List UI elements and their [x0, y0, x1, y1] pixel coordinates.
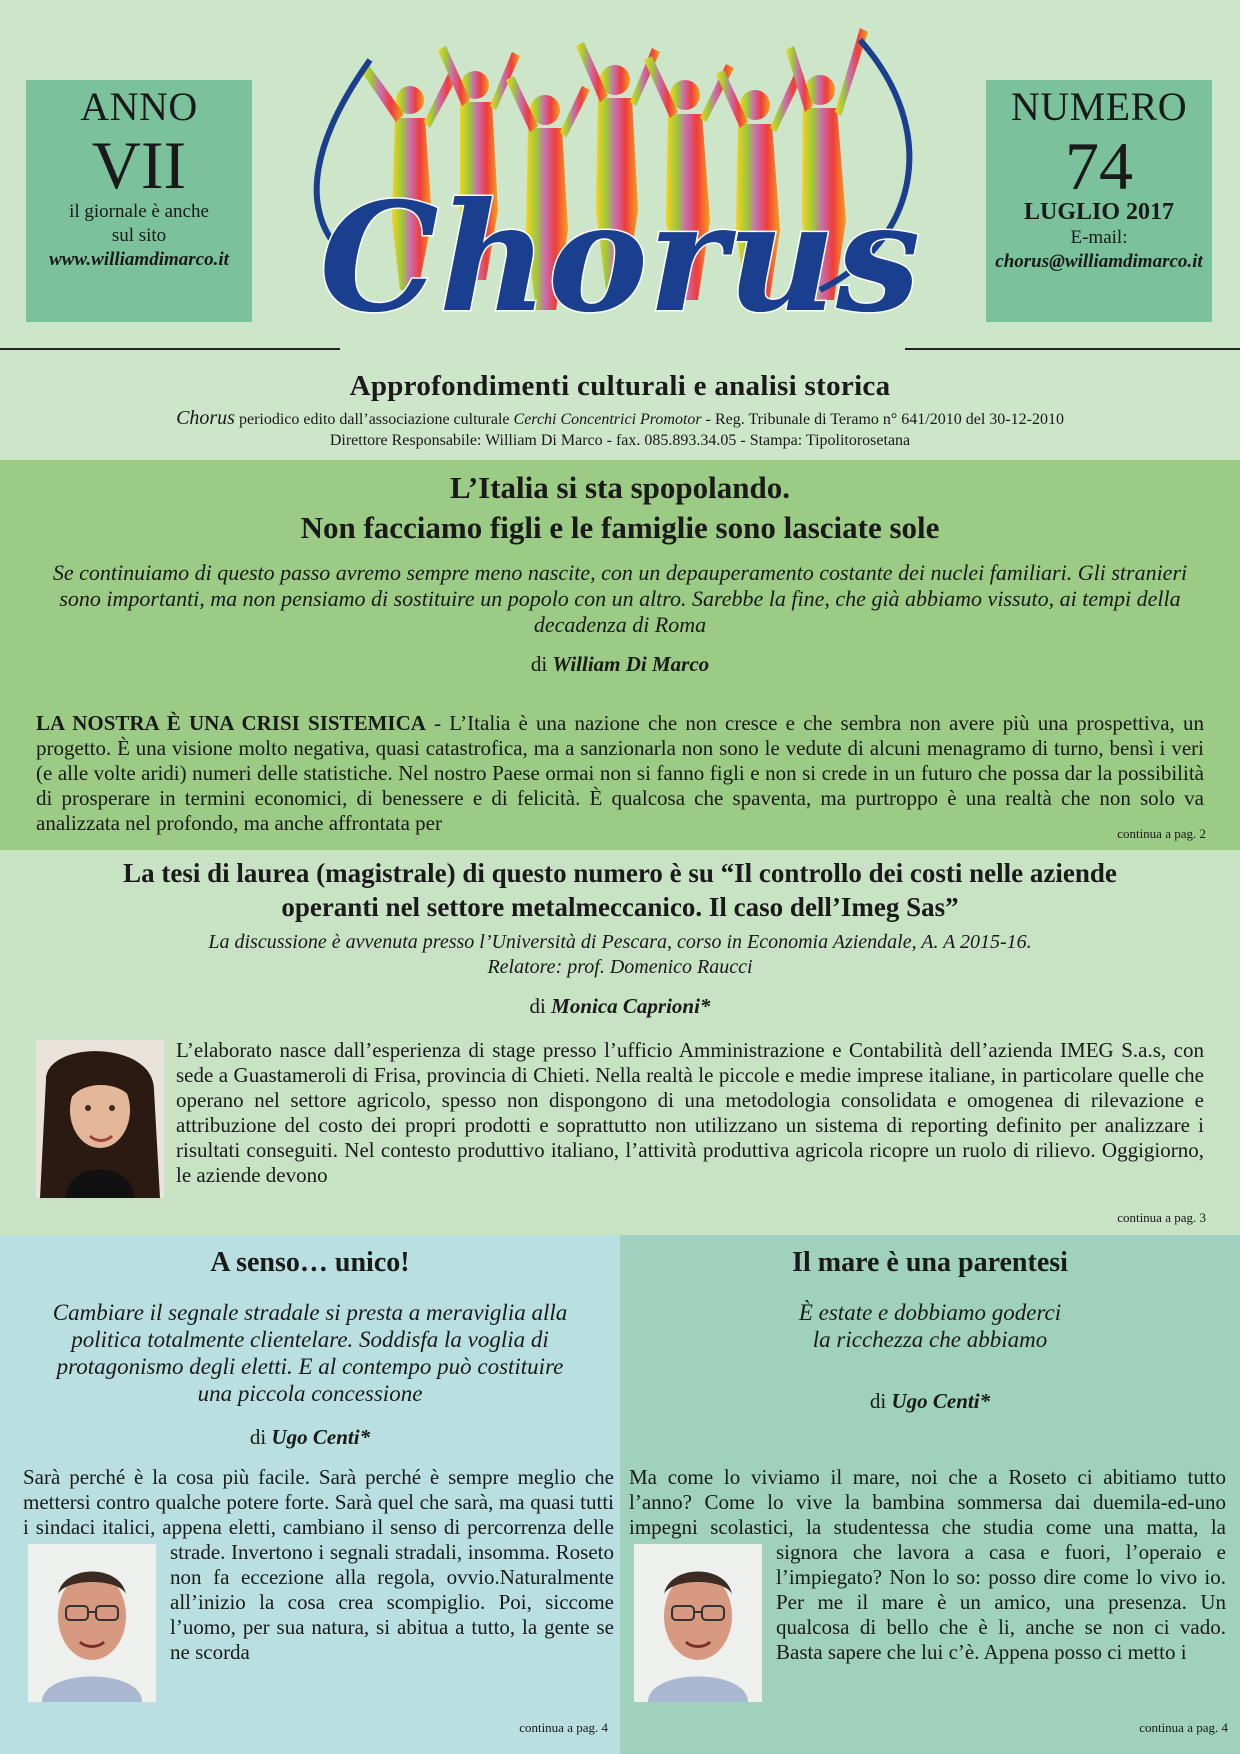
article1-lead: Se continuiamo di questo passo avremo sempre meno nascite, con un depauperamento costante dei nuclei familiari. Gli stranieri sono importanti, ma non pensiamo di sostituire un popolo con un altro. Sarebbe la fine, che già abbiamo vissuto, ai tempi della decadenza di Roma	[52, 560, 1188, 637]
article1-by: di	[530, 652, 548, 676]
article-sea	[620, 1235, 1240, 1754]
year-box	[26, 80, 252, 322]
article4-author: Ugo Centi*	[891, 1389, 991, 1413]
article1-author: William Di Marco	[552, 652, 710, 676]
masthead	[0, 0, 1240, 460]
pub-line1-a: periodico edito dall’associazione culturale	[238, 411, 510, 428]
pub-line1-b: - Reg. Tribunale di Teramo n° 641/2010 del 30-12-2010	[705, 411, 1064, 428]
issue-date: LUGLIO 2017	[1023, 199, 1175, 225]
article2-author: Monica Caprioni*	[551, 994, 711, 1018]
article3-title: A senso… unico!	[210, 1247, 410, 1278]
email-link[interactable]: chorus@williamdimarco.it	[995, 251, 1203, 272]
site-line2: sul sito	[111, 225, 167, 246]
article4-body	[628, 1465, 1226, 1695]
year-label: ANNO	[80, 84, 198, 129]
article1-continue[interactable]: continua a pag. 2	[1117, 826, 1206, 841]
article2-continue[interactable]: continua a pag. 3	[1117, 1210, 1206, 1225]
article4-lead-line1: È estate e dobbiamo goderci	[798, 1300, 1062, 1325]
article1-text: - L’Italia è una nazione che non cresce e che sembra non avere più una prospettiva, un progetto. È una visione molto negativa, quasi catastrofica, ma a sanzionarla non sono le vedute di alcuni menagramo di turno, bensì i veri (e alle volte aridi) numeri delle statistiche. Nel nostro Paese ormai non si fanno figli e non si crede in un futuro che possa dar la possibilità di prosperare in termini economici, di benessere e di felicità. È qualcosa che spaventa, ma purtroppo è una realtà che non solo va analizzata nel profondo, ma anche affrontata per	[36, 711, 1204, 835]
article-one-way	[0, 1235, 620, 1754]
header-rule-left	[0, 348, 340, 350]
article2-lead	[0, 930, 1240, 980]
article2-body: L’elaborato nasce dall’esperienza di stage presso l’ufficio Amministrazione e Contabilità dell’azienda IMEG S.a.s, con sede a Guastameroli di Frisa, provincia di Chieti. Nella realtà le piccole e medie imprese italiane, in particolare quelle che operano nel settore agricolo, spesso non dispongono di una metodologia consolidata e omogenea di rilevazione e attribuzione del costo dei propri prodotti e soprattutto non utilizzano un sistema di reporting definito per analizzare i risultati conseguiti. Nel contesto produttivo italiano, l’attività produttiva agricola ricopre un ruolo di rilievo. Oggigiorno, le aziende devono	[176, 1038, 1204, 1187]
email-label: E-mail:	[1070, 227, 1128, 248]
issue-label: NUMERO	[1010, 84, 1188, 129]
article2-lead-line2: Relatore: prof. Domenico Raucci	[487, 956, 753, 978]
author-photo-man	[28, 1544, 156, 1702]
logo-wordmark: Chorus	[319, 170, 921, 346]
article-lead-story	[0, 460, 1240, 850]
article1-body	[0, 711, 1240, 836]
article3-byline	[0, 1425, 620, 1450]
year-roman: VII	[91, 127, 187, 203]
article3-text: Sarà perché è la cosa più facile. Sarà perché è sempre meglio che mettersi contro qualche potere forte. Sarà quel che sarà, ma quasi tutti i sindaci italici, appena eletti, cambiano il senso di percorrenza delle strade. Invertono i segnali stradali, insomma. Roseto non fa eccezione alla regola, ovvio.Naturalmente all’inizio la cosa crea scompiglio. Poi, siccome l’uomo, per sua natura, si abitua a tutto, la gente se ne scorda	[23, 1465, 614, 1664]
article2-by: di	[529, 994, 546, 1018]
article4-text: Ma come lo viviamo il mare, noi che a Roseto ci abitiamo tutto l’anno? Come lo vive la bambina sommersa dai duemila-ed-uno impegni scolastici, la studentessa che studia come una matta, la signora che lavora a casa e fuori, l’operaio e l’impiegato? Non lo so: posso dire come lo vivo io. Per me il mare è un amico, una presenza. Un qualcosa di bello che è li, anche se non ci vado. Basta sapere che lui c’è. Appena posso ci metto i	[629, 1465, 1226, 1664]
article1-byline	[0, 652, 1240, 677]
site-line1: il giornale è anche	[69, 201, 209, 222]
article3-by: di	[249, 1425, 267, 1449]
chorus-logo	[300, 10, 940, 370]
article3-body	[22, 1465, 614, 1695]
site-link[interactable]: www.williamdimarco.it	[49, 249, 229, 270]
article3-author: Ugo Centi*	[271, 1425, 371, 1449]
issue-number: 74	[1065, 128, 1133, 204]
article1-kicker: LA NOSTRA È UNA CRISI SISTEMICA	[36, 711, 426, 735]
author-photo-woman	[36, 1040, 164, 1198]
article2-lead-line1: La discussione è avvenuta presso l’Università di Pescara, corso in Economia Aziendale, A. A 2015-16.	[208, 931, 1032, 953]
header-rule-right	[905, 348, 1240, 350]
article4-lead	[620, 1299, 1240, 1353]
issue-box	[986, 80, 1212, 322]
article2-title	[0, 856, 1240, 924]
article4-byline	[620, 1389, 1240, 1414]
article4-title: Il mare è una parentesi	[792, 1247, 1068, 1278]
pub-assoc: Cerchi Concentrici Promotor	[513, 411, 702, 428]
article1-title	[0, 468, 1240, 548]
article1-title-line1: L’Italia si sta spopolando.	[450, 470, 790, 505]
pub-line2: Direttore Responsabile: William Di Marco - fax. 085.893.34.05 - Stampa: Tipolitorosetana	[329, 432, 911, 449]
article1-title-line2: Non facciamo figli e le famiglie sono lasciate sole	[300, 510, 940, 545]
article3-continue[interactable]: continua a pag. 4	[519, 1720, 608, 1735]
article-thesis	[0, 850, 1240, 1235]
article3-lead: Cambiare il segnale stradale si presta a meraviglia alla politica totalmente clientelare. Soddisfa la voglia di protagonismo degli eletti. E al contempo può costituire una piccola concessione	[52, 1300, 568, 1406]
author-photo-man	[634, 1544, 762, 1702]
article4-by: di	[869, 1389, 887, 1413]
article2-byline	[0, 994, 1240, 1019]
pub-brand: Chorus	[176, 407, 235, 429]
article4-continue[interactable]: continua a pag. 4	[1139, 1720, 1228, 1735]
article2-title-line1: La tesi di laurea (magistrale) di questo numero è su “Il controllo dei costi nelle aziende	[123, 858, 1117, 888]
article2-title-line2: operanti nel settore metalmeccanico. Il caso dell’Imeg Sas”	[281, 892, 959, 922]
masthead-subtitle: Approfondimenti culturali e analisi storica	[349, 370, 891, 402]
publication-info	[0, 408, 1240, 451]
article4-lead-line2: la ricchezza che abbiamo	[812, 1327, 1048, 1352]
